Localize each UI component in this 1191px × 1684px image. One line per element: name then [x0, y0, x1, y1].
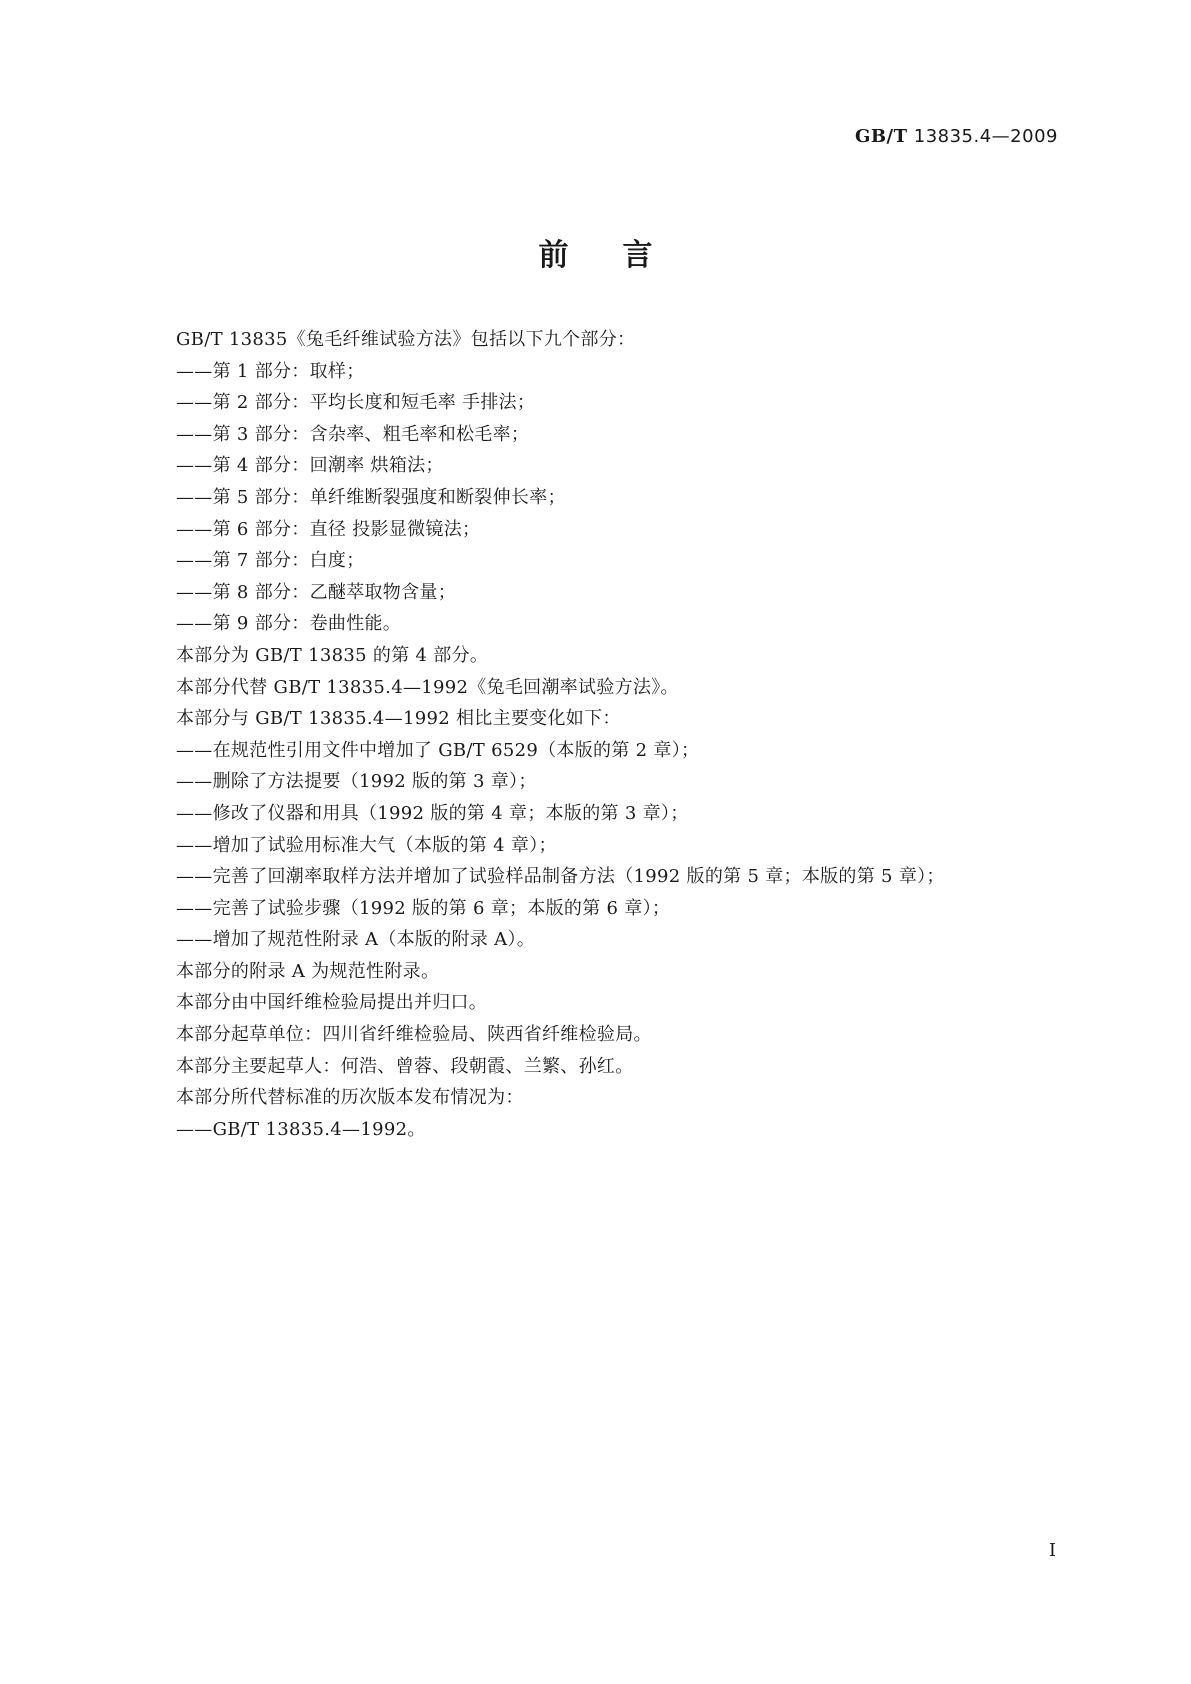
body-line: 本部分代替 GB/T 13835.4—1992《兔毛回潮率试验方法》。 [176, 676, 679, 698]
page-title: 前言 [538, 238, 707, 273]
list-item: ——增加了试验用标准大气（本版的第 4 章）； [176, 834, 557, 856]
list-item: ——第 3 部分：含杂率、粗毛率和松毛率； [176, 423, 530, 445]
list-item: ——第 1 部分：取样； [176, 360, 365, 382]
body-line: 本部分所代替标准的历次版本发布情况为： [176, 1087, 524, 1109]
standard-number: 13835.4—2009 [913, 126, 1058, 147]
body-line: 本部分主要起草人：何浩、曾蓉、段朝霞、兰繁、孙红。 [176, 1055, 634, 1077]
standard-prefix: GB/T [854, 126, 908, 147]
list-item: ——第 7 部分：白度； [176, 550, 365, 572]
foreword-body [176, 324, 1056, 1145]
body-line: 本部分为 GB/T 13835 的第 4 部分。 [176, 644, 489, 666]
list-item: ——第 8 部分：乙醚萃取物含量； [176, 581, 456, 603]
list-item: ——修改了仪器和用具（1992 版的第 4 章；本版的第 3 章）； [176, 802, 689, 824]
list-item: ——GB/T 13835.4—1992。 [176, 1118, 426, 1140]
body-line: 本部分与 GB/T 13835.4—1992 相比主要变化如下： [176, 708, 621, 730]
page-number: I [1048, 1540, 1056, 1561]
list-item: ——完善了回潮率取样方法并增加了试验样品制备方法（1992 版的第 5 章；本版的第 5 章）； [176, 866, 945, 888]
list-item: ——完善了试验步骤（1992 版的第 6 章；本版的第 6 章）； [176, 897, 671, 919]
body-line: 本部分的附录 A 为规范性附录。 [176, 960, 440, 982]
body-line: 本部分起草单位：四川省纤维检验局、陕西省纤维检验局。 [176, 1024, 652, 1046]
list-item: ——第 6 部分：直径 投影显微镜法； [176, 518, 481, 540]
body-line: 本部分由中国纤维检验局提出并归口。 [176, 992, 488, 1014]
list-item: ——第 9 部分：卷曲性能。 [176, 613, 402, 635]
list-item: ——第 5 部分：单纤维断裂强度和断裂伸长率； [176, 486, 566, 508]
list-item: ——第 2 部分：平均长度和短毛率 手排法； [176, 392, 536, 414]
body-line: GB/T 13835《兔毛纤维试验方法》包括以下九个部分： [176, 329, 636, 350]
list-item: ——删除了方法提要（1992 版的第 3 章）； [176, 771, 537, 793]
standard-code [855, 126, 1058, 147]
list-item: ——在规范性引用文件中增加了 GB/T 6529（本版的第 2 章）； [176, 739, 700, 761]
list-item: ——第 4 部分：回潮率 烘箱法； [176, 455, 444, 477]
list-item: ——增加了规范性附录 A（本版的附录 A）。 [176, 929, 536, 951]
